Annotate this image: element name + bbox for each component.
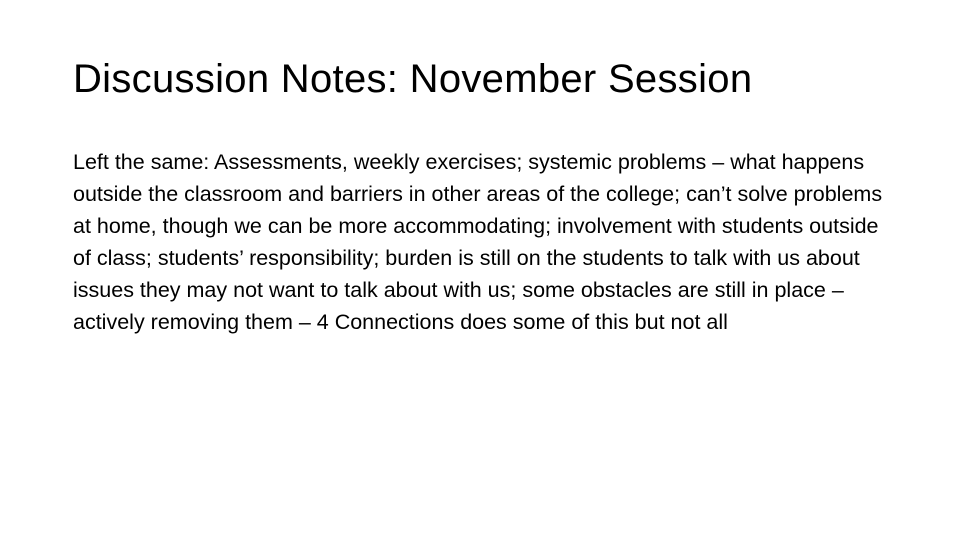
slide-title: Discussion Notes: November Session (73, 57, 753, 101)
slide-body-text: Left the same: Assessments, weekly exercises; systemic problems – what happens outside the classroom and barriers in other areas of the college; can’t solve problems at home, though we can be more accommodating; involvement with students outside of class; students’ responsibility; burden is still on the students to talk with us about issues they may not want to talk about with us; some obstacles are still in place – actively removing them – 4 Connections does some of this but not all (73, 150, 883, 334)
